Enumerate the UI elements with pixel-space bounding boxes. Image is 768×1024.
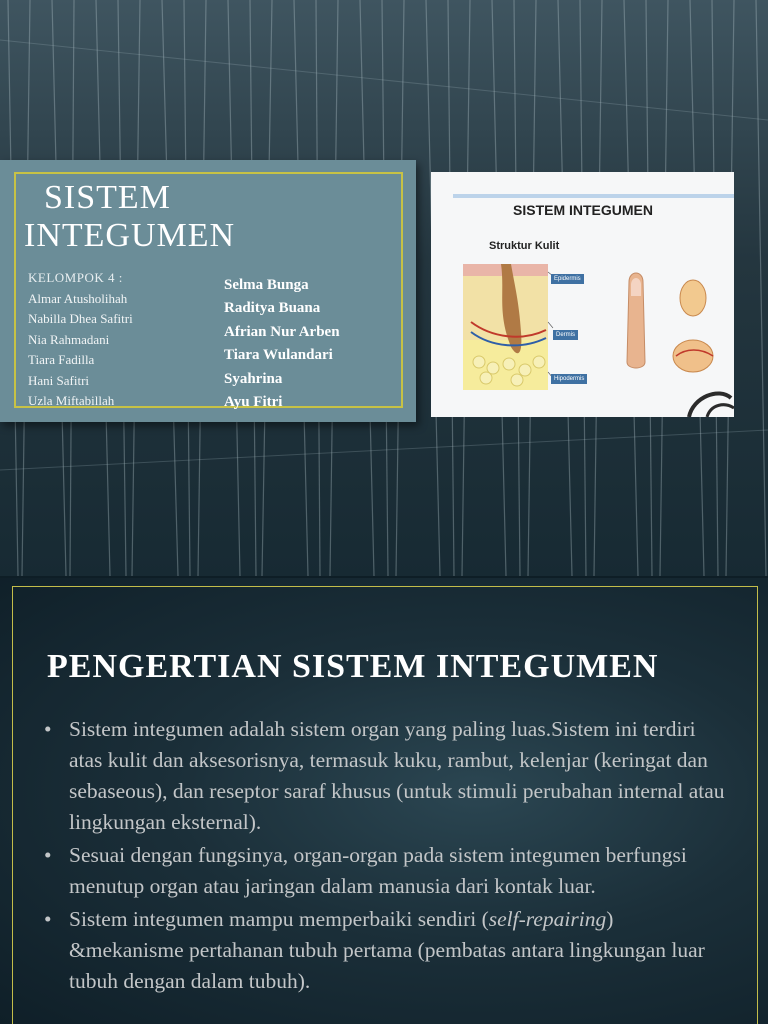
bullet-text-part1: Sistem integumen mampu memperbaiki sendiri ( <box>69 907 489 931</box>
slide-definition <box>0 578 768 1024</box>
title-panel-frame <box>14 172 403 408</box>
member-name: Nia Rahmadani <box>28 331 110 347</box>
bullet-text-part2: ) &mekanisme pertahanan tubuh pertama (pembatas antara lingkungan luar tubuh dengan dalam tubuh). <box>69 907 705 993</box>
label-dermis: Dermis <box>553 330 578 340</box>
member-name: Ayu Fitri <box>224 393 283 410</box>
bullet-marker: • <box>44 717 52 741</box>
member-name: Raditya Buana <box>224 300 321 317</box>
member-name: Afrian Nur Arben <box>224 323 340 340</box>
member-name: Tiara Wulandari <box>224 347 333 364</box>
bullet-text-emphasis: self-repairing <box>488 907 607 931</box>
bullet-list <box>44 714 730 999</box>
member-name: Uzla Miftabillah <box>28 392 115 408</box>
bullet-item <box>44 840 730 902</box>
member-name: Syahrina <box>224 370 283 387</box>
bullet-item <box>44 904 730 997</box>
member-name: Selma Bunga <box>224 277 309 293</box>
bullet-marker: • <box>44 843 52 867</box>
skin-structure-figure <box>431 172 734 417</box>
label-hipodermis: Hipodermis <box>551 374 587 384</box>
title-panel <box>0 160 416 422</box>
bullet-text: Sistem integumen adalah sistem organ yang paling luas.Sistem ini terdiri atas kulit dan aksesorisnya, termasuk kuku, rambut, kelenjar (keringat dan sebaseous), dan reseptor saraf khusus (untuk stimuli perubahan internal atau lingkungan eksternal). <box>69 717 725 834</box>
label-epidermis: Epidermis <box>551 274 584 284</box>
member-list-left <box>28 289 133 411</box>
bullet-text: Sesuai dengan fungsinya, organ-organ pada sistem integumen berfungsi menutup organ atau jaringan dalam manusia dari kontak luar. <box>69 843 687 898</box>
member-name: Almar Atusholihah <box>28 291 128 306</box>
slide-heading: PENGERTIAN SISTEM INTEGUMEN <box>47 648 659 685</box>
slide-title-line2: INTEGUMEN <box>24 217 236 254</box>
member-name: Tiara Fadilla <box>28 352 95 368</box>
bullet-marker: • <box>44 907 52 931</box>
figure-title: SISTEM INTEGUMEN <box>513 202 654 218</box>
figure-subtitle: Struktur Kulit <box>489 240 560 252</box>
bullet-item <box>44 714 730 838</box>
member-name: Hani Safitri <box>28 372 90 388</box>
group-label: KELOMPOK 4 : <box>28 270 123 285</box>
member-name: Nabilla Dhea Safitri <box>28 311 133 327</box>
member-list-right <box>224 274 340 414</box>
slide-title-line1: SISTEM <box>44 179 171 216</box>
